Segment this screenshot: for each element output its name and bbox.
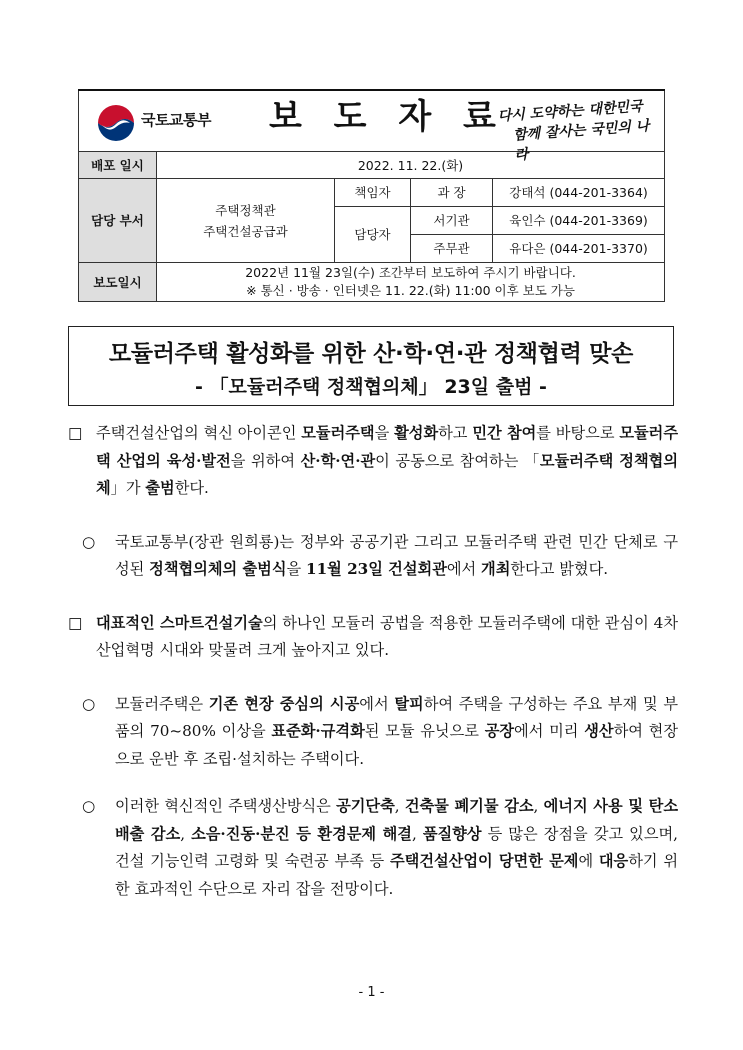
contact-title-1: 과 장 (411, 179, 493, 207)
contact-person-2: 육인수 (044-201-3369) (493, 207, 665, 235)
paragraph-1: □ 주택건설산업의 혁신 아이콘인 모듈러주택을 활성화하고 민간 참여를 바탕으로 모듈러주택 산업의 육성·발전을 위하여 산·학·연·관이 공동으로 참여하는 「모듈러주택 정책협의체」가 출범한다. (68, 420, 678, 503)
contact-title-2: 서기관 (411, 207, 493, 235)
page-number: - 1 - (358, 985, 385, 1000)
circle-bullet-icon: ○ (82, 797, 96, 815)
contact-person-1: 강태석 (044-201-3364) (493, 179, 665, 207)
release-date-value: 2022. 11. 22.(화) (157, 152, 665, 179)
contact-person-3: 유다은 (044-201-3370) (493, 235, 665, 263)
department-label: 담당 부서 (79, 179, 157, 263)
paragraph-2: ○ 국토교통부(장관 원희룡)는 정부와 공공기관 그리고 모듈러주택 관련 민간 단체로 구성된 정책협의체의 출범식을 11월 23일 건설회관에서 개최한다고 밝혔다. (68, 529, 678, 584)
contact-title-3: 주무관 (411, 235, 493, 263)
slogan-line-1: 다시 도약하는 대한민국 (497, 98, 644, 125)
headline-box (68, 326, 674, 406)
headline: 모듈러주택 활성화를 위한 산·학·연·관 정책협력 맞손 (108, 341, 634, 367)
circle-bullet-icon: ○ (82, 532, 96, 551)
department-line-1: 주택정책관 (215, 202, 276, 218)
slogan-line-2: 함께 잘사는 국민의 나라 (512, 118, 650, 164)
document-type-title: 보 도 자 료 (269, 97, 506, 137)
release-date-label: 배포 일시 (79, 152, 157, 179)
government-emblem-icon (96, 103, 136, 143)
department-line-2: 주택건설공급과 (203, 223, 288, 239)
press-release-header-table (78, 89, 665, 302)
paragraph-5: ○ 이러한 혁신적인 주택생산방식은 공기단축, 건축물 폐기물 감소, 에너지 사용 및 탄소배출 감소, 소음·진동·분진 등 환경문제 해결, 품질향상 등 많은 장점을 갖고 있으며, 건설 기능인력 고령화 및 숙련공 부족 등 주택건설산업이 당면한 문제에 대응하기 위한 효과적인 수단으로 자리 잡을 전망이다. (68, 793, 678, 903)
square-bullet-icon: □ (68, 613, 83, 632)
header-banner (79, 90, 665, 164)
contact-label: 담당자 (335, 207, 411, 263)
paragraph-3: □ 대표적인 스마트건설기술의 하나인 모듈러 공법을 적용한 모듈러주택에 대한 관심이 4차 산업혁명 시대와 맞물려 크게 높아지고 있다. (68, 610, 678, 665)
ministry-name: 국토교통부 (141, 111, 211, 129)
paragraph-4: ○ 모듈러주택은 기존 현장 중심의 시공에서 탈피하여 주택을 구성하는 주요 부재 및 부품의 70~80% 이상을 표준화·규격화된 모듈 유닛으로 공장에서 미리 생산하여 현장으로 운반 후 조립·설치하는 주택이다. (68, 691, 678, 774)
article-body (68, 420, 678, 903)
subheadline: - 「모듈러주택 정책협의체」 23일 출범 - (195, 376, 547, 398)
government-slogan (497, 95, 661, 166)
square-bullet-icon: □ (68, 424, 83, 442)
embargo-notice (157, 263, 665, 302)
embargo-label: 보도일시 (79, 263, 157, 302)
embargo-line-1: 2022년 11월 23일(수) 조간부터 보도하여 주시기 바랍니다. (245, 265, 576, 280)
responsible-label: 책임자 (335, 179, 411, 207)
department-value (157, 179, 335, 263)
embargo-line-2: ※ 통신 · 방송 · 인터넷은 11. 22.(화) 11:00 이후 보도 가능 (246, 283, 575, 298)
circle-bullet-icon: ○ (82, 694, 96, 713)
